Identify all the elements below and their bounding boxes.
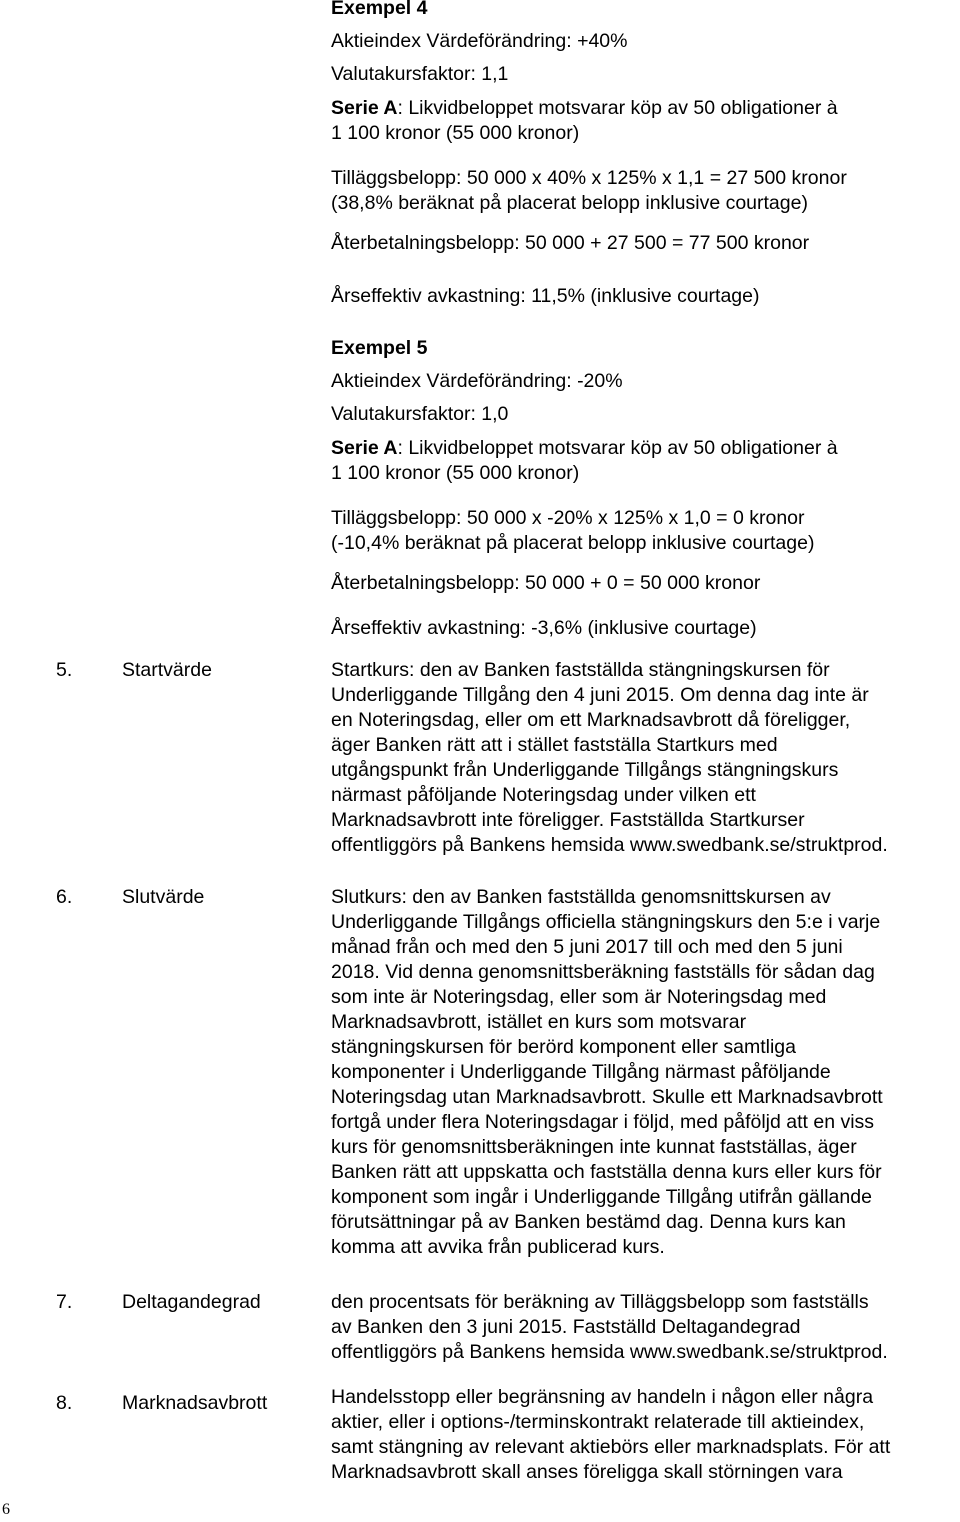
definition-line: komponenter i Underliggande Tillgång närmast påföljande (331, 1061, 831, 1083)
definition-term: Marknadsavbrott (122, 1392, 268, 1414)
definition-line: närmast påföljande Noteringsdag under vilken ett (331, 784, 756, 806)
definition-line: samt stängning av relevant aktiebörs eller marknadsplats. För att (331, 1436, 891, 1458)
definition-term: Deltagandegrad (122, 1291, 261, 1313)
definition-line: offentliggörs på Bankens hemsida www.swedbank.se/struktprod. (331, 834, 888, 856)
definition-line: utgångspunkt från Underliggande Tillgångs stängningskurs (331, 759, 839, 781)
definition-line: aktier, eller i options-/terminskontrakt relaterade till aktieindex, (331, 1411, 865, 1433)
definition-line: som inte är Noteringsdag, eller som är Noteringsdag med (331, 986, 827, 1008)
example-4-series-cont: 1 100 kronor (55 000 kronor) (331, 122, 580, 144)
definition-line: Startkurs: den av Banken fastställda stängningskursen för (331, 659, 830, 681)
definition-line: komma att avvika från publicerad kurs. (331, 1236, 665, 1258)
page-number: 6 (2, 1501, 10, 1518)
example-4-index-change: Aktieindex Värdeförändring: +40% (331, 30, 628, 52)
definition-text (331, 658, 956, 858)
definition-term: Slutvärde (122, 886, 205, 908)
series-text: : Likvidbeloppet motsvarar köp av 50 obligationer à (397, 97, 838, 119)
definition-text (331, 1385, 956, 1485)
example-5-repayment: Återbetalningsbelopp: 50 000 + 0 = 50 000 kronor (331, 572, 761, 594)
example-4-annual-return: Årseffektiv avkastning: 11,5% (inklusive courtage) (331, 285, 760, 307)
definition-line: av Banken den 3 juni 2015. Fastställd Deltagandegrad (331, 1316, 801, 1338)
example-5-annual-return: Årseffektiv avkastning: -3,6% (inklusive courtage) (331, 617, 757, 639)
definition-text (331, 885, 956, 1260)
definition-line: kurs för genomsnittsberäkningen inte kunnat fastställas, äger (331, 1136, 857, 1158)
example-5-series (331, 436, 956, 461)
definition-number: 8. (56, 1392, 73, 1414)
definition-term: Startvärde (122, 659, 212, 681)
definition-number: 5. (56, 659, 73, 681)
series-label: Serie A (331, 437, 398, 459)
definition-line: äger Banken rätt att i stället fastställa Startkurs med (331, 734, 778, 756)
definition-line: Slutkurs: den av Banken fastställda genomsnittskursen av (331, 886, 831, 908)
definition-line: Noteringsdag utan Marknadsavbrott. Skulle ett Marknadsavbrott (331, 1086, 883, 1108)
example-4-repayment: Återbetalningsbelopp: 50 000 + 27 500 = 77 500 kronor (331, 232, 810, 254)
definition-line: en Noteringsdag, eller om ett Marknadsavbrott då föreligger, (331, 709, 851, 731)
example-5-additional-amount: Tilläggsbelopp: 50 000 x -20% x 125% x 1,0 = 0 kronor (331, 507, 805, 529)
definition-line: offentliggörs på Bankens hemsida www.swedbank.se/struktprod. (331, 1341, 888, 1363)
example-5-heading: Exempel 5 (331, 337, 428, 359)
series-label: Serie A (331, 97, 398, 119)
definition-line: Marknadsavbrott, istället en kurs som motsvarar (331, 1011, 747, 1033)
definition-line: Banken rätt att uppskatta och fastställa denna kurs eller kurs för (331, 1161, 882, 1183)
example-4-series (331, 96, 956, 121)
definition-line: Underliggande Tillgångs officiella stängningskurs den 5:e i varje (331, 911, 881, 933)
definition-number: 7. (56, 1291, 73, 1313)
series-text: : Likvidbeloppet motsvarar köp av 50 obligationer à (397, 437, 838, 459)
definition-line: månad från och med den 5 juni 2017 till och med den 5 juni (331, 936, 843, 958)
example-5-series-cont: 1 100 kronor (55 000 kronor) (331, 462, 580, 484)
example-4-heading: Exempel 4 (331, 0, 428, 19)
definition-line: den procentsats för beräkning av Tilläggsbelopp som fastställs (331, 1291, 869, 1313)
definition-line: Underliggande Tillgång den 4 juni 2015. Om denna dag inte är (331, 684, 869, 706)
example-5-additional-note: (-10,4% beräknat på placerat belopp inklusive courtage) (331, 532, 815, 554)
definition-line: stängningskursen för berörd komponent eller samtliga (331, 1036, 797, 1058)
example-4-additional-amount: Tilläggsbelopp: 50 000 x 40% x 125% x 1,1 = 27 500 kronor (331, 167, 847, 189)
definition-line: komponent som ingår i Underliggande Tillgång utifrån gällande (331, 1186, 872, 1208)
definition-line: Marknadsavbrott skall anses föreligga skall störningen vara (331, 1461, 843, 1483)
example-4-additional-note: (38,8% beräknat på placerat belopp inklusive courtage) (331, 192, 808, 214)
example-5 (331, 336, 956, 641)
definition-line: förutsättningar på av Banken bestämd dag. Denna kurs kan (331, 1211, 846, 1233)
example-4-currency-factor: Valutakursfaktor: 1,1 (331, 63, 509, 85)
definition-line: Marknadsavbrott inte föreligger. Fastställda Startkurser (331, 809, 805, 831)
definition-line: Handelsstopp eller begränsning av handeln i någon eller några (331, 1386, 874, 1408)
definition-line: fortgå under flera Noteringsdagar i följd, med påföljd att en viss (331, 1111, 875, 1133)
example-5-index-change: Aktieindex Värdeförändring: -20% (331, 370, 623, 392)
definition-text (331, 1290, 956, 1365)
definition-number: 6. (56, 886, 73, 908)
definition-line: 2018. Vid denna genomsnittsberäkning fastställs för sådan dag (331, 961, 875, 983)
example-5-currency-factor: Valutakursfaktor: 1,0 (331, 403, 509, 425)
example-4 (331, 0, 956, 309)
